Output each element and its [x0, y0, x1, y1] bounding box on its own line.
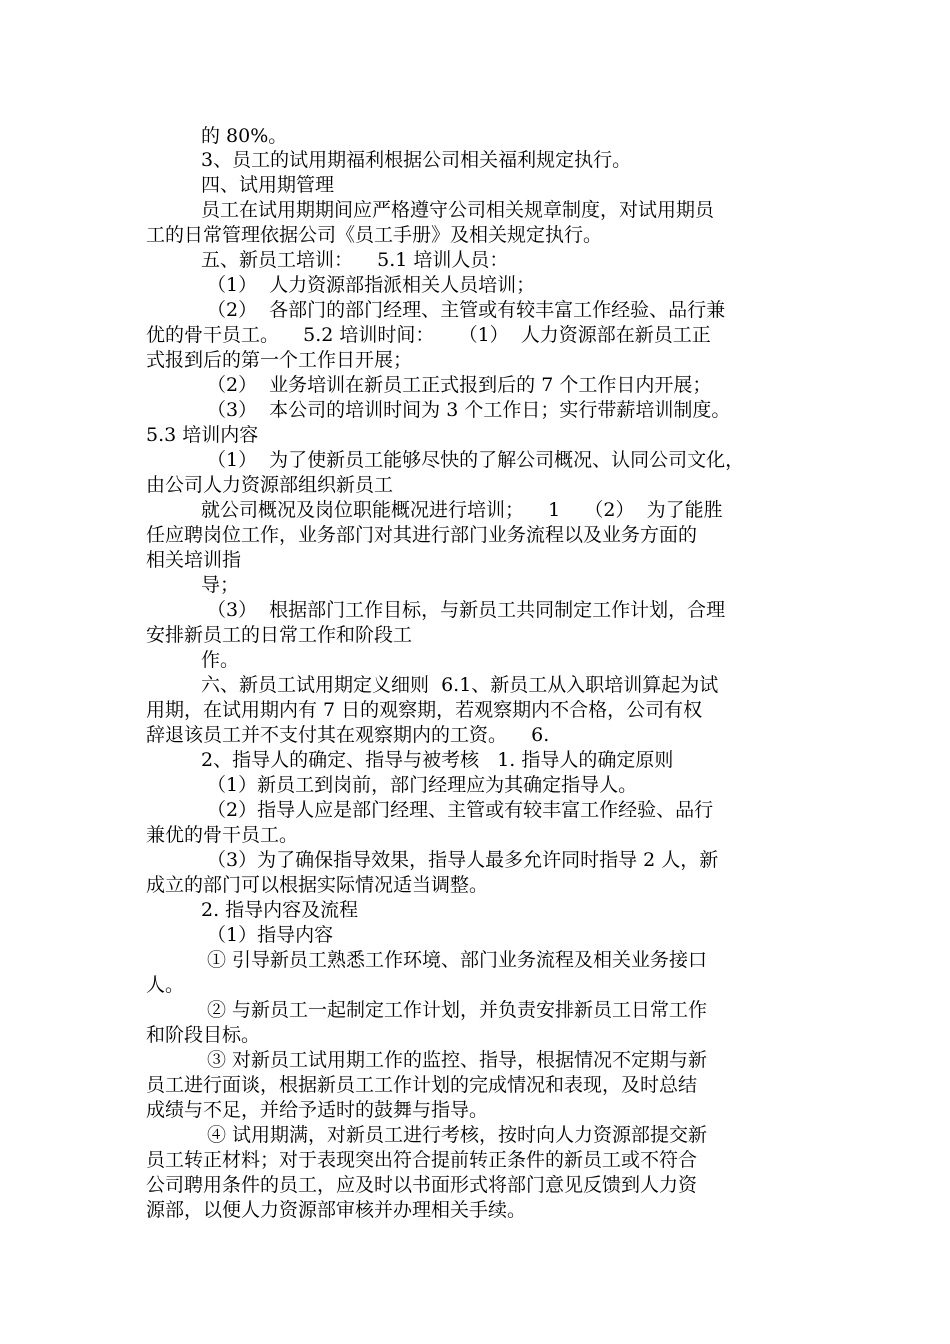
text-line: 2、指导人的确定、指导与被考核 1. 指导人的确定原则 — [201, 749, 674, 771]
text-line: 和阶段目标。 — [146, 1024, 261, 1046]
text-line: （2）指导人应是部门经理、主管或有较丰富工作经验、品行 — [207, 799, 714, 821]
list-item: ① 引导新员工熟悉工作环境、部门业务流程及相关业务接口 — [207, 949, 708, 971]
text-line: 式报到后的第一个工作日开展； — [146, 349, 413, 371]
text-line: 的 80%。 — [201, 125, 288, 147]
text-line: 公司聘用条件的员工，应及时以书面形式将部门意见反馈到人力资 — [146, 1174, 698, 1196]
text-line: 兼优的骨干员工。 — [146, 824, 299, 846]
text-line: 成立的部门可以根据实际情况适当调整。 — [146, 874, 489, 896]
list-item: ③ 对新员工试用期工作的监控、指导，根据情况不定期与新 — [207, 1049, 708, 1071]
text-line: 用期，在试用期内有 7 日的观察期，若观察期内不合格，公司有权 — [146, 699, 703, 721]
text-line: 辞退该员工并不支付其在观察期内的工资。 6. — [146, 724, 550, 746]
text-line: （1） 为了使新员工能够尽快的了解公司概况、认同公司文化， — [207, 449, 745, 471]
text-line: （2） 各部门的部门经理、主管或有较丰富工作经验、品行兼 — [207, 299, 726, 321]
text-line: 源部，以便人力资源部审核并办理相关手续。 — [146, 1199, 527, 1221]
text-line: （3） 本公司的培训时间为 3 个工作日；实行带薪培训制度。 — [207, 399, 731, 421]
text-line: 人。 — [146, 974, 185, 996]
text-line: 就公司概况及岗位职能概况进行培训； 1 （2） 为了能胜 — [201, 499, 723, 521]
text-line: 5.3 培训内容 — [146, 424, 259, 446]
text-line: 作。 — [201, 649, 240, 671]
list-item: ② 与新员工一起制定工作计划，并负责安排新员工日常工作 — [207, 999, 708, 1021]
text-line: （1）指导内容 — [207, 924, 334, 946]
text-line: 3、员工的试用期福利根据公司相关福利规定执行。 — [201, 149, 632, 171]
text-line: 相关培训指 — [146, 549, 242, 571]
section-heading: 五、新员工培训： 5.1 培训人员： — [201, 249, 509, 271]
text-line: （1）新员工到岗前，部门经理应为其确定指导人。 — [207, 774, 638, 796]
text-line: （2） 业务培训在新员工正式报到后的 7 个工作日内开展； — [207, 374, 712, 396]
text-line: （3） 根据部门工作目标，与新员工共同制定工作计划，合理 — [207, 599, 726, 621]
text-line: （3）为了确保指导效果，指导人最多允许同时指导 2 人，新 — [207, 849, 719, 871]
text-line: 导； — [201, 574, 240, 596]
text-line: 员工在试用期期间应严格遵守公司相关规章制度，对试用期员 — [201, 199, 715, 221]
section-heading: 六、新员工试用期定义细则 6.1、新员工从入职培训算起为试 — [201, 674, 719, 696]
text-line: 工的日常管理依据公司《员工手册》及相关规定执行。 — [146, 224, 603, 246]
text-line: 员工转正材料；对于表现突出符合提前转正条件的新员工或不符合 — [146, 1149, 698, 1171]
text-line: 安排新员工的日常工作和阶段工 — [146, 624, 413, 646]
text-line: 2. 指导内容及流程 — [201, 899, 359, 921]
text-line: （1） 人力资源部指派相关人员培训； — [207, 274, 536, 296]
text-line: 优的骨干员工。 5.2 培训时间： （1） 人力资源部在新员工正 — [146, 324, 711, 346]
text-line: 成绩与不足，并给予适时的鼓舞与指导。 — [146, 1099, 489, 1121]
section-heading: 四、试用期管理 — [201, 174, 335, 196]
list-item: ④ 试用期满，对新员工进行考核，按时向人力资源部提交新 — [207, 1124, 708, 1146]
text-line: 由公司人力资源部组织新员工 — [146, 474, 394, 496]
text-line: 员工进行面谈，根据新员工工作计划的完成情况和表现，及时总结 — [146, 1074, 698, 1096]
text-line: 任应聘岗位工作，业务部门对其进行部门业务流程以及业务方面的 — [146, 524, 698, 546]
